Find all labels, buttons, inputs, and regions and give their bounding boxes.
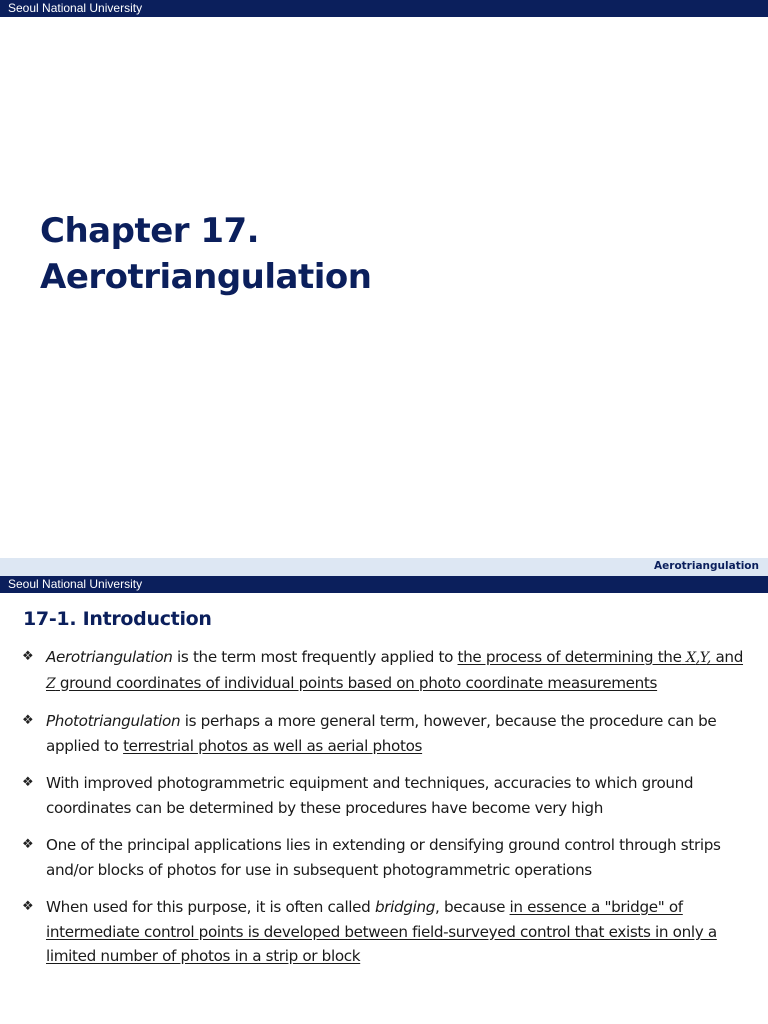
underlined-text: terrestrial photos as well as aerial photos	[123, 736, 423, 755]
university-name-slide2: Seoul National University	[8, 577, 143, 591]
and-text: and	[711, 648, 744, 666]
diamond-bullet-icon: ❖	[22, 899, 34, 914]
comma: ,	[706, 650, 711, 666]
section-title: 17-1. Introduction	[23, 608, 212, 630]
list-item	[22, 645, 752, 696]
header-bar	[0, 0, 768, 17]
list-item	[22, 833, 752, 882]
diamond-bullet-icon: ❖	[22, 837, 34, 852]
text: is the term most frequently applied to	[172, 648, 458, 666]
chapter-title	[40, 208, 371, 300]
math-var-x: X	[686, 650, 696, 666]
university-name: Seoul National University	[8, 1, 143, 15]
term: bridging	[374, 898, 436, 916]
math-var-z: Z	[46, 675, 56, 692]
header-bar-slide2	[0, 576, 768, 593]
list-item	[22, 895, 752, 969]
text: , because	[435, 898, 510, 916]
underlined-segment: ground coordinates of individual points based on photo coordinate measurements	[55, 673, 658, 692]
comma: ,	[695, 650, 700, 666]
slide-footer	[0, 558, 768, 576]
text: is perhaps a more general term, however, because the procedure can be applied to	[46, 712, 717, 755]
math-var-y: Y	[699, 650, 707, 666]
text: When used for this purpose, it is often called	[46, 898, 375, 916]
diamond-bullet-icon: ❖	[22, 775, 34, 790]
bullet-list	[22, 645, 752, 969]
list-item	[22, 709, 752, 758]
chapter-title-line2: Aerotriangulation	[40, 257, 372, 297]
underlined-segment: the process of determining the	[457, 648, 682, 666]
text: One of the principal applications lies in extending or densifying ground control through strips and/or blocks of photos for use in subsequent photogrammetric operations	[46, 836, 721, 879]
text: With improved photogrammetric equipment and techniques, accuracies to which ground coordinates can be determined by these procedures have become very high	[46, 774, 694, 817]
footer-label: Aerotriangulation	[654, 560, 759, 572]
chapter-title-line1: Chapter 17.	[40, 211, 260, 251]
underlined-text: in essence a "bridge" of intermediate control points is developed between field-surveyed control that exists in only a limited number of photos in a strip or block	[46, 898, 717, 965]
list-item	[22, 771, 752, 820]
term: Phototriangulation	[46, 712, 181, 730]
diamond-bullet-icon: ❖	[22, 649, 34, 664]
diamond-bullet-icon: ❖	[22, 713, 34, 728]
term: Aerotriangulation	[46, 648, 173, 666]
